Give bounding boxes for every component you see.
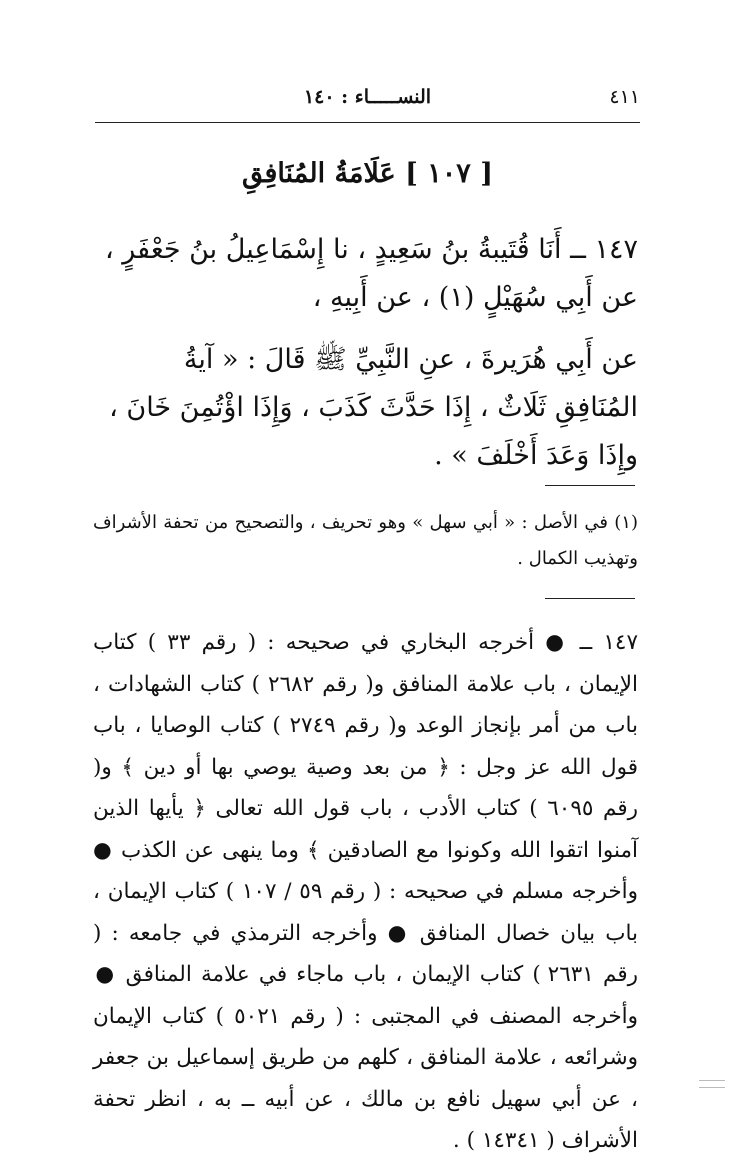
running-header [95, 82, 640, 123]
hadith-matn: عن أَبِي هُرَيرةَ ، عنِ النَّبِيِّ ﷺ قَالَ : « آيةُ المُنَافِقِ ثَلَاثٌ ، إِذَا حَدَّثَ كَذَبَ ، وَإِذَا اؤْتُمِنَ خَانَ ، وإِذَا وَعَدَ أَخْلَفَ » . [109, 344, 638, 471]
sura-verse-reference: النســـــاء : ١٤٠ [303, 86, 432, 108]
chapter-heading: [ ١٠٧ ] عَلَامَةُ المُنَافِقِ [242, 158, 493, 189]
hadith-isnad: ١٤٧ ــ أَنَا قُتَيبةُ بنُ سَعِيدٍ ، نا إِسْمَاعِيلُ بنُ جَعْفَرٍ ، عن أَبِي سُهَيْلٍ (١) ، عن أَبِيهِ ، [104, 234, 638, 313]
footnote-divider [545, 485, 635, 486]
scan-corner-mark [699, 1080, 725, 1088]
page-number: ٤١١ [609, 86, 640, 108]
commentary-divider [545, 598, 635, 599]
footnote: (١) في الأصل : « أبي سهل » وهو تحريف ، والتصحيح من تحفة الأشراف وتهذيب الكمال . [93, 512, 638, 569]
takhrij-commentary: ١٤٧ ــ ● أخرجه البخاري في صحيحه : ( رقم ٣٣ ) كتاب الإيمان ، باب علامة المنافق و( رقم ٢٦٨٢ ) كتاب الشهادات ، باب من أمر بإنجاز الوعد و( رقم ٢٧٤٩ ) كتاب الوصايا ، باب قول الله عز وجل : ﴿ من بعد وصية يوصي بها أو دين ﴾ و( رقم ٦٠٩٥ ) كتاب الأدب ، باب قول الله تعالى ﴿ يأيها الذين آمنوا اتقوا الله وكونوا مع الصادقين ﴾ وما ينهى عن الكذب ● وأخرجه مسلم في صحيحه : ( رقم ٥٩ / ١٠٧ ) كتاب الإيمان ، باب بيان خصال المنافق ● وأخرجه الترمذي في جامعه : ( رقم ٢٦٣١ ) كتاب الإيمان ، باب ماجاء في علامة المنافق ● وأخرجه المصنف في المجتبى : ( رقم ٥٠٢١ ) كتاب الإيمان وشرائعه ، علامة المنافق ، كلهم من طريق إسماعيل بن جعفر ، عن أبي سهيل نافع بن مالك ، عن أبيه ــ به ، انظر تحفة الأشراف ( ١٤٣٤١ ) . [93, 630, 639, 1153]
